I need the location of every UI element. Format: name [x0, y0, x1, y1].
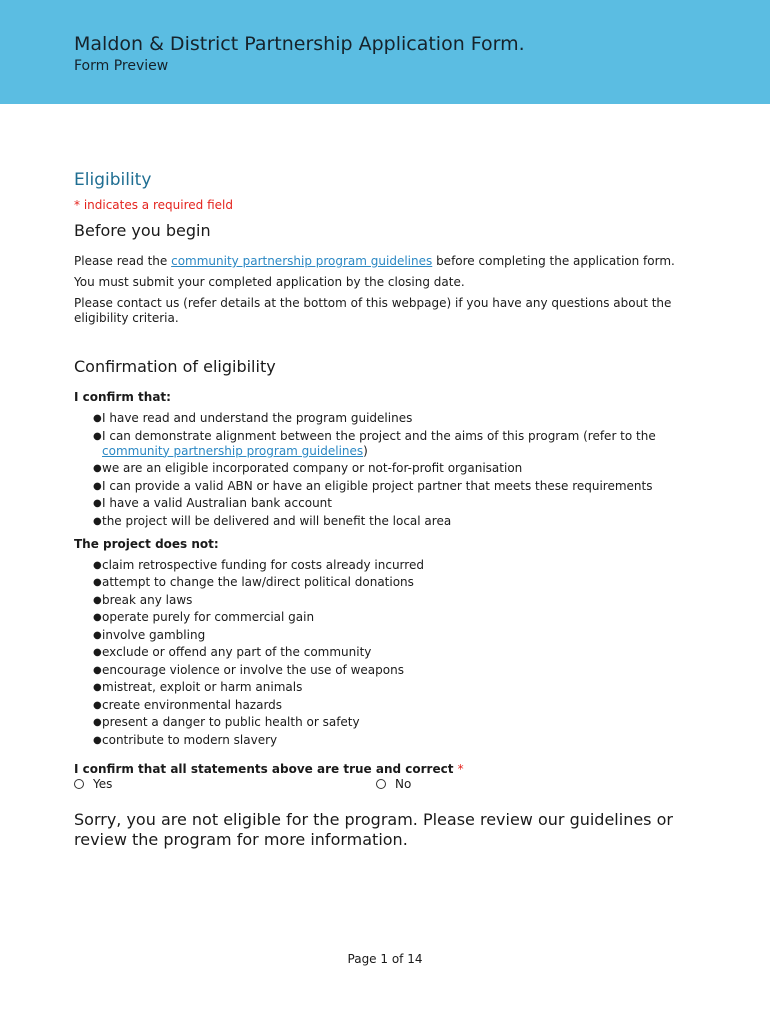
- bullet-icon: ●: [93, 682, 102, 693]
- bullet-icon: ●: [93, 463, 102, 474]
- bullet-icon: ●: [93, 594, 102, 606]
- list-item-text: contribute to modern slavery: [102, 732, 278, 747]
- list-item: [92, 479, 704, 494]
- list-item-text: I can provide a valid ABN or have an eligible project partner that meets these requirements: [102, 478, 653, 493]
- no-radio-label: No: [395, 776, 412, 791]
- project-does-not-list: [74, 558, 704, 748]
- list-item-text: mistreat, exploit or harm animals: [102, 680, 303, 694]
- confirm-question: [74, 762, 704, 777]
- list-item-text: claim retrospective funding for costs already incurred: [102, 557, 424, 572]
- radio-circle-icon[interactable]: [376, 779, 386, 789]
- list-item: [92, 593, 704, 608]
- confirm-radio-group: [74, 777, 704, 793]
- confirmation-heading: Confirmation of eligibility: [74, 357, 276, 376]
- guidelines-paragraph: [74, 254, 704, 269]
- list-item: [92, 558, 704, 573]
- bullet-icon: ●: [93, 664, 102, 676]
- bullet-icon: ●: [93, 717, 102, 728]
- no-radio[interactable]: [376, 777, 411, 791]
- required-star: *: [457, 761, 464, 776]
- list-item: [92, 628, 704, 643]
- list-item: [92, 733, 704, 748]
- bullet-icon: ●: [93, 699, 102, 711]
- list-item: [92, 411, 704, 426]
- bullet-icon: ●: [93, 413, 102, 424]
- list-item: [92, 715, 704, 730]
- list-item-suffix: ): [363, 443, 368, 458]
- list-item-text: break any laws: [102, 592, 193, 607]
- ineligible-message: Sorry, you are not eligible for the program. Please review our guidelines or review the program for more information.: [74, 809, 673, 849]
- list-item-text: the project will be delivered and will benefit the local area: [102, 513, 452, 528]
- list-item-text: I have a valid Australian bank account: [102, 496, 332, 510]
- list-item: [92, 514, 704, 529]
- bullet-icon: ●: [93, 480, 102, 492]
- form-content: [74, 170, 704, 850]
- list-item-text: I can demonstrate alignment between the project and the aims of this program (refer to the: [102, 428, 656, 443]
- bullet-icon: ●: [93, 629, 102, 641]
- bullet-icon: ●: [93, 577, 102, 588]
- list-item-text: operate purely for commercial gain: [102, 610, 315, 624]
- list-item: [92, 645, 704, 660]
- guidelines-link[interactable]: community partnership program guidelines: [171, 254, 433, 268]
- bullet-icon: ●: [93, 734, 102, 746]
- project-does-not-label: The project does not:: [74, 536, 219, 551]
- confirm-question-text: I confirm that all statements above are true and correct: [74, 761, 454, 776]
- list-item-text: attempt to change the law/direct political donations: [102, 575, 414, 589]
- guidelines-paragraph-prefix: Please read the: [74, 254, 172, 268]
- guidelines-link-inline[interactable]: community partnership program guidelines: [102, 443, 364, 458]
- yes-radio[interactable]: [74, 777, 112, 791]
- bullet-icon: ●: [93, 559, 102, 571]
- radio-circle-icon[interactable]: [74, 779, 84, 789]
- bullet-icon: ●: [93, 430, 102, 442]
- i-confirm-label: I confirm that:: [74, 390, 171, 404]
- list-item: [92, 680, 704, 695]
- list-item: [92, 663, 704, 678]
- list-item: [92, 575, 704, 590]
- list-item: [92, 610, 704, 625]
- list-item: [92, 698, 704, 713]
- list-item-text: encourage violence or involve the use of weapons: [102, 662, 404, 677]
- bullet-icon: ●: [93, 498, 102, 509]
- list-item: [92, 496, 704, 511]
- list-item-text: involve gambling: [102, 627, 206, 642]
- list-item: [92, 461, 704, 476]
- bullet-icon: ●: [93, 612, 102, 623]
- before-you-begin-heading: Before you begin: [74, 221, 211, 240]
- page-indicator: Page 1 of 14: [347, 952, 423, 966]
- confirm-list: [74, 411, 704, 529]
- section-title: Eligibility: [74, 170, 152, 190]
- bullet-icon: ●: [93, 647, 102, 658]
- form-title: Maldon & District Partnership Application Form.: [74, 33, 525, 55]
- bullet-icon: ●: [93, 515, 102, 527]
- list-item: [92, 429, 704, 459]
- list-item-text: create environmental hazards: [102, 697, 283, 712]
- list-item-text: exclude or offend any part of the community: [102, 645, 372, 659]
- list-item-text: we are an eligible incorporated company or not-for-profit organisation: [102, 461, 523, 475]
- form-subtitle: Form Preview: [74, 58, 169, 74]
- list-item-text: present a danger to public health or safety: [102, 715, 360, 729]
- required-field-note: * indicates a required field: [74, 198, 233, 212]
- form-header: [0, 0, 770, 104]
- closing-date-paragraph: You must submit your completed application by the closing date.: [74, 275, 465, 289]
- contact-paragraph: Please contact us (refer details at the bottom of this webpage) if you have any questions about the eligibility criteria.: [74, 296, 672, 325]
- guidelines-paragraph-suffix: before completing the application form.: [432, 254, 675, 268]
- yes-radio-label: Yes: [93, 776, 113, 791]
- list-item-text: I have read and understand the program guidelines: [102, 411, 413, 425]
